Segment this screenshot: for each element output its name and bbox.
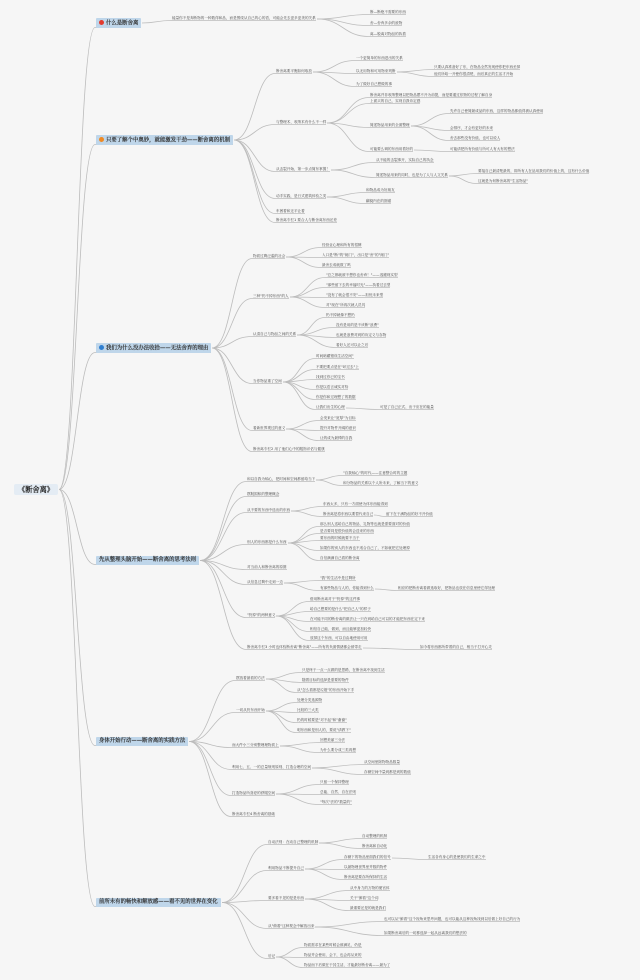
connector-node-b4-s3a	[291, 507, 388, 512]
connector-node-b4-s4	[200, 545, 287, 561]
node-b5-s1b[interactable]: 随着目标的选择是需要的物件	[302, 678, 349, 682]
connector-node-b2-s4a	[327, 193, 395, 198]
connector-node-b6-s5	[222, 903, 275, 959]
node-b5-s1[interactable]: 摆放着最看的方法	[236, 676, 265, 680]
node-b4-s4b[interactable]: 是否要同是很价值的会送来的东西	[320, 529, 374, 533]
node-b3-s4a[interactable]: 时间暗藏错误生活空间"	[316, 354, 354, 358]
node-b4-s5[interactable]: 对当前人和断舍离的原图	[247, 565, 287, 569]
node-b4-s4a[interactable]: 那么别人送给自己的物品、礼物等也就是需要面对的价值	[320, 522, 410, 526]
blue-dot-icon	[99, 345, 104, 350]
node-b6-s4b[interactable]: 如果断舍离后的一切都选择一起从远离我们的想法的	[384, 931, 467, 935]
connector-node-b6-s3	[222, 901, 304, 903]
node-b4-s3c[interactable]: 留下在于满物品的好不开价值	[386, 512, 433, 516]
connector-node-b1-dan	[317, 15, 406, 20]
connector-branch-why-cant-tidy	[59, 353, 211, 490]
node-b6-s2a[interactable]: 存储下的物品里面我们的信号	[344, 855, 391, 859]
connector-node-b2-s5	[234, 140, 305, 214]
connector-node-b2-s3a	[331, 163, 434, 171]
node-b4-s6[interactable]: 从信息过剩中走到一边	[247, 580, 283, 584]
node-b3-s4[interactable]: 当你物品重了空间	[253, 379, 282, 383]
node-b3-s4b[interactable]: 不要把要点是在"坏过去"上	[316, 365, 359, 369]
node-b2-s2c3[interactable]: 舍去那些没有价值，也可以说人	[450, 136, 501, 140]
node-b2-s3a[interactable]: 从不能的击裂事开，实际自己的执念	[376, 158, 434, 162]
node-b2-s2c[interactable]: 简述物品用来的全面整理	[370, 123, 410, 127]
node-b3-s3[interactable]: 认清自己与物品之间的关系	[253, 332, 297, 336]
node-b5-s6[interactable]: 断舍离专栏4 断舍离的基础	[232, 812, 275, 816]
node-b2-s3[interactable]: 从击裂开始，第一步点简东掌握！	[276, 167, 330, 171]
node-b3-s1[interactable]: 物质过剩泛滥的社会	[253, 254, 286, 258]
node-b2-s1b[interactable]: 以无用物和可用物来判断	[356, 69, 396, 73]
node-b4-s8a[interactable]: 如今将东西都所带着的自己，相当于打开心灵	[420, 645, 492, 649]
node-b2-s1a[interactable]: 一个更简单的东西进出的关系	[356, 56, 403, 60]
node-b5-s2c[interactable]: 扔的时候要是"对不起"和"谢谢"	[297, 718, 347, 722]
node-b2-s5[interactable]: 车困着和还平让着	[276, 209, 305, 213]
node-b2-s2d1[interactable]: 可能请把所有价值与所可人有大有的想法	[450, 147, 515, 151]
node-b4-s7b[interactable]: 给自己想要的是什么"把自己人"的样子	[310, 607, 371, 611]
node-b5-s2[interactable]: 一切从扔东西开始	[236, 708, 265, 712]
node-b2-s2a[interactable]: 断舍离并非收纳整理以把物品摆不开为前提，而是要通过依物的过程了解自身	[370, 93, 493, 97]
node-b4-s6b[interactable]: 有那些物品与人的，你能得到什么	[320, 586, 374, 590]
node-b2-s6[interactable]: 断舍离专栏1 要合人与断舍离东西还差	[276, 218, 337, 222]
connector-node-b2-s2b	[327, 104, 420, 124]
node-b2-s2[interactable]: 与整理术、收纳术有什么不一样	[276, 120, 327, 124]
node-b6-s5a[interactable]: 物质需求在某些时候会被满足，仍是	[304, 943, 362, 947]
node-b3-s2[interactable]: 三种"扔不掉东西"的人	[253, 294, 289, 298]
connector-node-b5-s2	[189, 713, 265, 742]
node-b5-s1c[interactable]: 从"怎么看都是垃圾"的东西开始下手	[297, 688, 355, 692]
root-topic[interactable]: 《断舍离》	[14, 484, 58, 495]
node-b4-s7[interactable]: "扔掉"的两种意义	[247, 613, 276, 617]
branch-mechanism[interactable]: 只要了解个中奥妙，就能激发干劲——断舍离的机制	[96, 135, 233, 145]
node-b3-s5c[interactable]: 让的成为最棒的自我	[320, 436, 353, 440]
node-b4-s8[interactable]: 断舍离专栏3 小时也体验断舍离"断舍离"——所有的负面情绪都会被带走	[247, 645, 362, 649]
node-b5-s4a[interactable]: 从空间里除物物品数量	[364, 760, 400, 764]
node-b3-s1a[interactable]: 经营业心理和所有的招牌	[322, 243, 362, 247]
node-b5-s5a[interactable]: 只留一个保持整理	[320, 780, 349, 784]
connector-node-b2-s3b1	[449, 174, 589, 177]
node-b5-s4[interactable]: 利用七、五、一的总量规则原则、打造合理的空间	[232, 765, 312, 769]
node-b3-s4e[interactable]: 你是你和过理想了的数据	[316, 395, 356, 399]
node-b2-s4[interactable]: 动手实践，是日式建筑体验之类	[276, 194, 327, 198]
node-b6-s4a[interactable]: 也可以从"俯看"这个视角来思考问题，也可以能从这种视角找到以后做上好自己的行为	[384, 917, 521, 921]
connector-node-b6-s1a	[319, 839, 387, 844]
branch-invisible-world[interactable]: 前所未有的畅快和解放感——看不见的世界在变化	[96, 898, 221, 907]
node-b2-s2b[interactable]: 上面买的自己，实现自我肯定感	[370, 99, 421, 103]
node-b3-s1c[interactable]: 最舍去成就数了吗	[322, 263, 351, 267]
node-b5-s2d[interactable]: 明东西和是别人的，要说"请教下"	[297, 728, 351, 732]
node-b2-s2c2[interactable]: 会排序，才会有更好的未来	[450, 126, 494, 130]
node-b6-s1a[interactable]: 自动整理的机制	[362, 834, 388, 838]
node-b4-s3b[interactable]: 断舍离是将东西以要替代来自己	[323, 512, 374, 516]
node-b3-s6[interactable]: 断舍离专栏2 用了他们心中的服饰评估与健康	[253, 447, 325, 451]
node-b3-s3a[interactable]: 扔不掉就像不想扔	[326, 313, 355, 317]
connector-node-b6-s1	[222, 845, 318, 903]
node-b4-s3[interactable]: 从不要的东西中选出的东西	[247, 508, 291, 512]
node-b4-s4e[interactable]: 自信满满自己看的断舍离	[320, 556, 360, 560]
node-b3-s5[interactable]: 看新世界观过的意义	[253, 426, 286, 430]
node-b5-s3[interactable]: 而大件小三分别整理理物质上	[232, 743, 279, 747]
node-b2-s4a[interactable]: 和物品成为好朋友	[366, 188, 395, 192]
node-b3-s2c[interactable]: "没有了就会很不安"——担忧未来型	[326, 293, 384, 297]
node-b6-s4[interactable]: 从"俯看"这种观念中解放出来	[268, 924, 315, 928]
node-b5-s3b[interactable]: 为什么要分成三类再想	[320, 748, 356, 752]
node-b4-s1b[interactable]: 和分物品的关系以个人所未来，了解当下的意义	[343, 481, 419, 485]
node-b5-s1a[interactable]: 只是终于一点一点做的是思路，在断舍离中找到生活	[302, 668, 385, 672]
node-b4-s6c[interactable]: 相应的把断舍离看做选取好，把物品也放在信息里使它得处理	[398, 586, 496, 590]
node-b4-s1a[interactable]: "自我轴心"的时代——注意整合时的主题	[343, 471, 408, 475]
connector-node-b4-s6a	[284, 581, 356, 584]
node-b4-s3a[interactable]: 东西太多，只有一方面使为体东西能得到	[323, 502, 388, 506]
node-b6-s1[interactable]: 自动法则：在动自己整理的机制	[268, 840, 319, 844]
node-b3-s4c[interactable]: 找到过你已的宝书	[316, 375, 345, 379]
connector-node-b4-s7b	[276, 612, 371, 617]
red-dot-icon	[99, 20, 104, 25]
branch-thinking-rules[interactable]: 先从整理头脑开始——断舍离的思考法则	[96, 556, 199, 565]
connector-node-b2-s2c1	[411, 114, 543, 127]
node-b3-s2b[interactable]: "那些留下去的幸福时光"——执着过去型	[326, 283, 391, 287]
node-b6-s5c[interactable]: 物品而下后做在于其生活，才能最好断舍离——最为了	[304, 963, 391, 967]
node-b1-li[interactable]: 离—脱离对物品的执着	[370, 32, 406, 36]
connector-branch-mechanism	[59, 145, 233, 490]
node-b5-s3a[interactable]: 回想美丽三分法	[320, 738, 346, 742]
node-b5-s2b[interactable]: 比较的三大类	[297, 708, 319, 712]
connector-node-b1-desc	[142, 21, 316, 24]
node-b2-s3b[interactable]: 简述物品用来的同时，也是为了人与人文关系	[376, 173, 448, 177]
node-b6-s5[interactable]: 后记	[268, 954, 276, 958]
node-b6-s3a[interactable]: 从中身力的万物的便官体	[350, 886, 390, 890]
connector-node-b5-s4a	[312, 765, 400, 769]
node-b6-s2b[interactable]: 以最物理世界里并数的物件	[344, 865, 388, 869]
connector-node-b6-s4a	[315, 922, 520, 928]
node-b3-s4f[interactable]: 让我们出生的心理	[316, 405, 345, 409]
connector-node-b5-s3a	[280, 743, 345, 747]
node-b4-s6a[interactable]: "我"的生活中是过剩所	[320, 576, 356, 580]
node-b4-s7d[interactable]: 相信自己能，做到，而且能够更加轻快	[310, 627, 372, 631]
branch-why-cant-tidy[interactable]: 我们为什么没办法收拾——无法舍弃的理由	[96, 343, 211, 353]
node-b6-s3c[interactable]: 最重要还是的就是我们	[350, 906, 386, 910]
node-b2-s2c1[interactable]: 先许自己使简最成品的东西，这样的物品都值得被认真使用	[450, 109, 544, 113]
connector-node-b3-s6	[212, 348, 325, 452]
node-b3-s5b[interactable]: 提升对物件开阔的意识	[320, 426, 356, 430]
connector-node-b5-s6	[189, 742, 275, 817]
node-b4-s4c[interactable]: 要东西的时候就要不当于	[320, 536, 360, 540]
node-b3-s3b[interactable]: 没有是用的是不该断"浪费"	[336, 323, 379, 327]
node-b6-s3[interactable]: 要多看不见的是是东西	[268, 896, 304, 900]
node-b3-s4f1[interactable]: 可是了自己正式、出于应在的能量	[380, 405, 434, 409]
node-b2-s1b1[interactable]: 只要认真准备好了东，在物品全然发现使你把东西丢掉	[434, 65, 521, 69]
node-b5-s4b[interactable]: 存储空间中量到都是到的数值	[364, 770, 411, 774]
node-b4-s2[interactable]: 摆脱囤积的整理概念	[247, 492, 280, 496]
node-b6-s1b[interactable]: 断舍离和自动化	[362, 844, 388, 848]
node-b2-s1c[interactable]: 为了做好自己想做的事	[356, 82, 392, 86]
node-b3-s3c[interactable]: 也就是浪费对到的肯定义与存物	[336, 333, 387, 337]
node-b3-s4d[interactable]: 你是以语言诚实对待	[316, 385, 349, 389]
node-b3-s3d[interactable]: 看好人还可以让之后	[336, 343, 369, 347]
node-b3-s2d[interactable]: 对"现在"所再次就人员具	[326, 303, 366, 307]
node-b5-s5b[interactable]: 总能、自然、自在法则	[320, 790, 356, 794]
node-b4-s7a[interactable]: 借用断舍离对于"扔掉"的这件事	[310, 597, 361, 601]
node-b2-s2d[interactable]: 可能要么调的东西用着好的	[370, 147, 414, 151]
node-b5-s5[interactable]: 打造物品所喜爱的舒服空间	[232, 791, 276, 795]
connector-node-b4-s1a	[316, 476, 407, 481]
node-b5-s2a[interactable]: 处理分类选源物	[297, 698, 323, 702]
branch-what-is-danshari[interactable]: 什么是断舍离	[96, 18, 141, 28]
node-b2-s3b1[interactable]: 要接自己最清楚最的，即所有人在品用我们的价值上的，这有什么价值	[478, 169, 590, 173]
connector-node-b3-s3	[212, 337, 296, 349]
node-b6-s3b[interactable]: 关于"俯看"这个词	[350, 896, 379, 900]
node-b2-s4b[interactable]: 翻阅内在的图谱	[366, 199, 392, 203]
connector-node-b3-s2	[212, 299, 289, 349]
node-b6-s2[interactable]: 利用物品不断提升自己	[268, 866, 304, 870]
connector-branch-thinking-rules	[59, 490, 199, 565]
node-b3-s2a[interactable]: "总之都就被不想你也舍弃！"——逃避现实型	[326, 273, 398, 277]
branch-practice[interactable]: 身体开始行动——断舍离的实践方法	[96, 737, 188, 746]
node-b4-s7e[interactable]: 放掉这个东西，可以自由地使用可用	[310, 636, 368, 640]
node-b6-s2c[interactable]: 断舍离是要存所保持的生活	[344, 875, 388, 879]
node-b2-s1b2[interactable]: 他们所给一开使你很清楚，而后真正的生活才开始	[434, 72, 514, 76]
node-b6-s2a1[interactable]: 生活各有身心的是使我们的生命之中	[428, 855, 486, 859]
node-b1-desc[interactable]: 能量你不是奔断物的一种数得和品，而是围绕从自己的心的语，可能会先去更多更美的关系	[172, 16, 316, 20]
connector-node-b2-s1	[234, 74, 312, 141]
node-b4-s1[interactable]: 和以自我为轴心，把时间和空间都留给当下	[247, 477, 316, 481]
node-b2-s3b2[interactable]: 这就是为何断舍离的"生活物品"	[478, 179, 529, 183]
node-b3-s1b[interactable]: 入口是"断"的"闸门"，出口是"舍"的"闸门"	[322, 253, 390, 257]
node-b6-s5b[interactable]: 物品并会使用，会下，也会再从来的	[304, 953, 362, 957]
node-b1-she[interactable]: 舍—舍弃多余的废物	[370, 21, 403, 25]
node-b2-s1[interactable]: 断舍离要平衡如何取放	[276, 69, 312, 73]
node-b4-s4[interactable]: 别人的东西都是什么东西	[247, 540, 287, 544]
node-b1-dan[interactable]: 断—断绝不需要的东西	[370, 10, 406, 14]
node-b3-s5a[interactable]: 会发来让"宽厚"为目标	[320, 416, 356, 420]
connector-node-b4-s3	[200, 513, 290, 561]
node-b4-s4d[interactable]: 如果你的别人的东西也不适合自己了，不如就把它处理掉	[320, 546, 410, 550]
orange-dot-icon	[99, 137, 104, 142]
connector-branch-practice	[59, 490, 188, 746]
node-b5-s5c[interactable]: "每次"法的"数量的"	[320, 800, 352, 804]
node-b4-s7c[interactable]: 在可能不同的断舍离的做法让一只在到给自己可以的才能把东西在定下来	[310, 617, 425, 621]
